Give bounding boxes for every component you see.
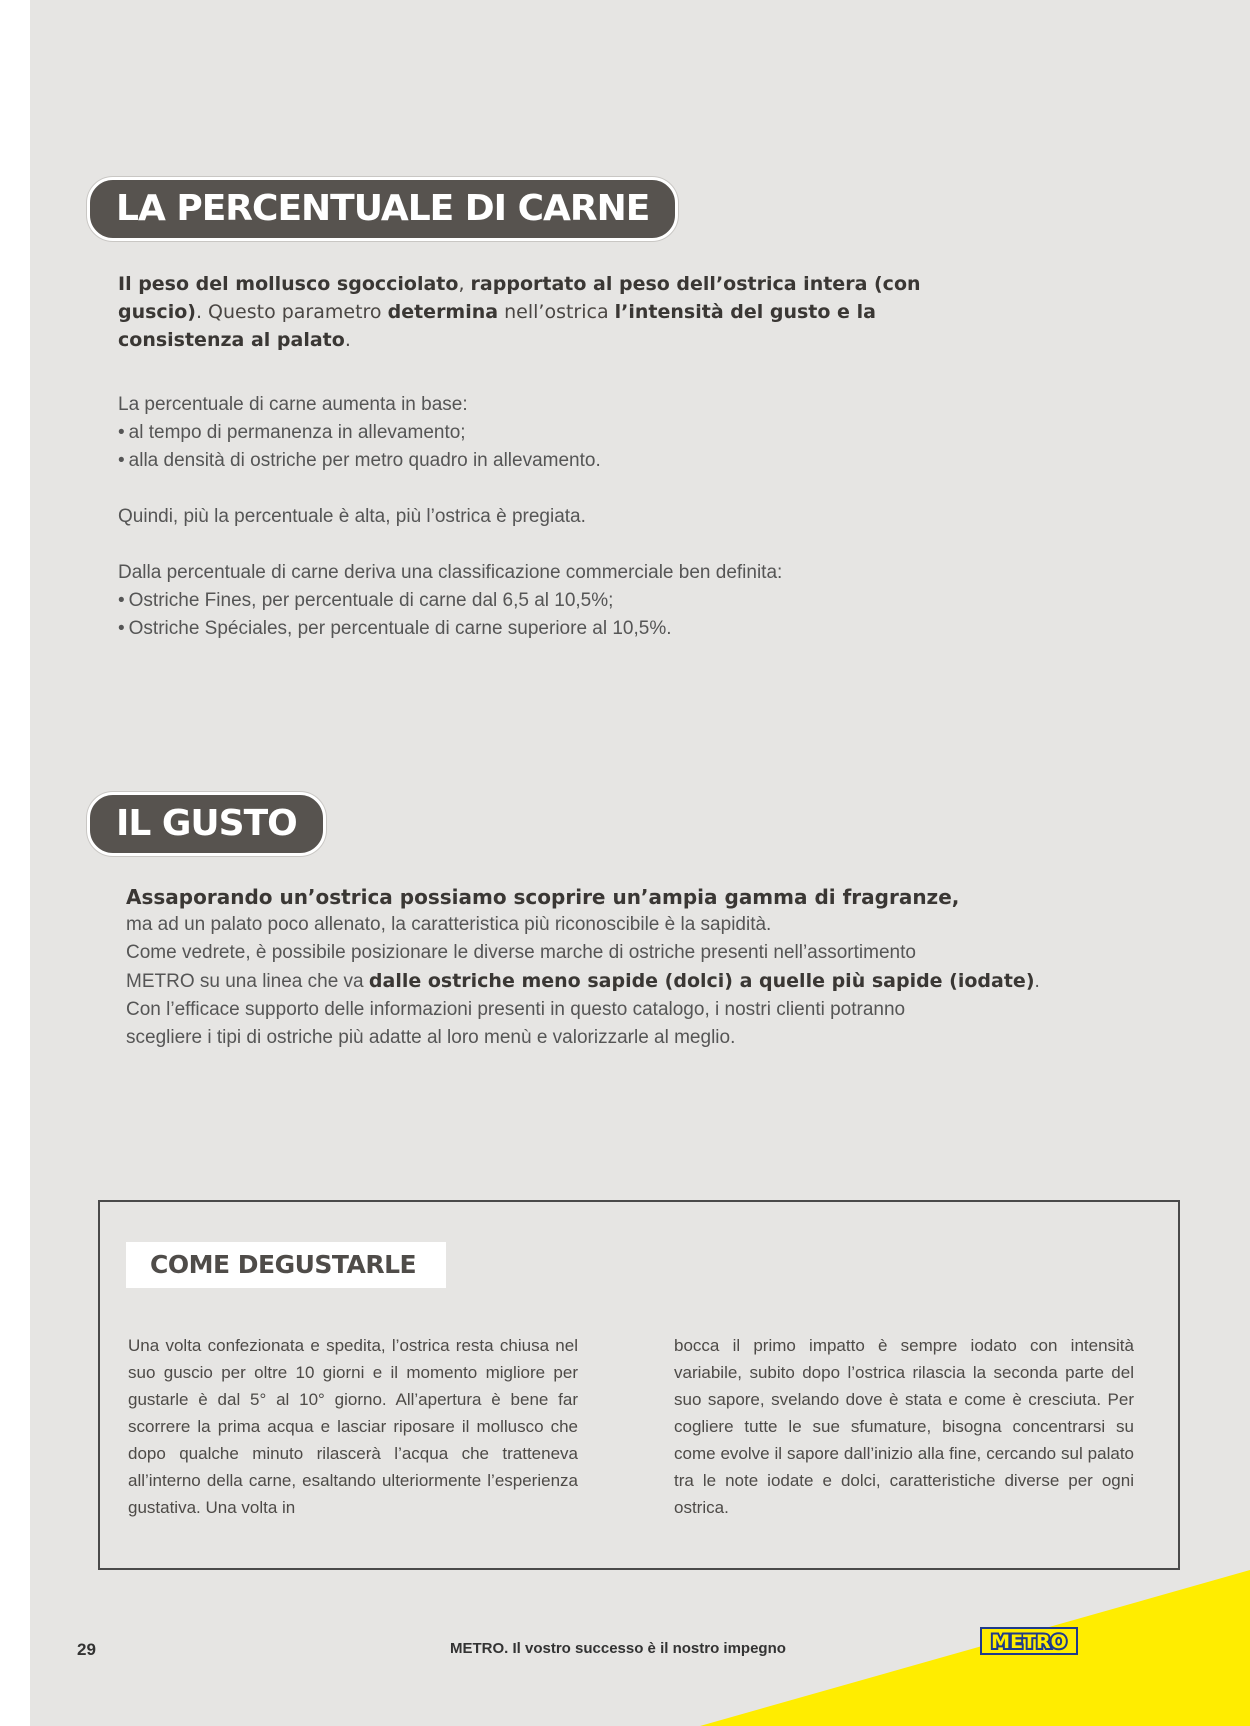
section2-lead: Assaporando un’ostrica possiamo scoprire un’ampia gamma di fragranze, <box>126 885 960 909</box>
section-title-meat-percentage: LA PERCENTUALE DI CARNE <box>87 177 678 241</box>
footer-slogan: METRO. Il vostro successo è il nostro impegno <box>450 1640 786 1657</box>
section1-lead: Il peso del mollusco sgocciolato, rapportato al peso dell’ostrica intera (con guscio). Questo parametro determina nell’ostrica l’intensità del gusto e la consistenza al palato. <box>118 273 921 351</box>
page-number: 29 <box>77 1640 96 1659</box>
taste-line: scegliere i tipi di ostriche più adatte al loro menù e valorizzarle al meglio. <box>126 1027 736 1048</box>
tasting-box <box>98 1200 1180 1570</box>
bullet-item: • al tempo di permanenza in allevamento; <box>118 419 1018 447</box>
taste-line: METRO su una linea che va dalle ostriche meno sapide (dolci) a quelle più sapide (iodate). <box>126 970 1040 992</box>
section-title-taste: IL GUSTO <box>87 792 326 856</box>
classification-item: • Ostriche Spéciales, per percentuale di carne superiore al 10,5%. <box>118 615 1018 643</box>
box-column-left: Una volta confezionata e spedita, l’ostrica resta chiusa nel suo guscio per oltre 10 giorni e il momento migliore per gustarle è dal 5° al 10° giorno. All’apertura è bene far scorrere la prima acqua e lasciar riposare il mollusco che dopo qualche minuto rilascerà l’acqua che tratteneva all’interno della carne, esaltando ulteriormente l’esperienza gustativa. Una volta in <box>128 1336 578 1517</box>
box-title: COME DEGUSTARLE <box>126 1242 446 1288</box>
intro-text: La percentuale di carne aumenta in base: <box>118 394 468 415</box>
catalog-page <box>30 0 1250 1726</box>
section2-body <box>126 883 1166 1052</box>
metro-logo-wordmark <box>984 1630 1074 1652</box>
taste-line: Con l’efficace supporto delle informazioni presenti in questo catalogo, i nostri clienti potranno <box>126 999 906 1020</box>
metro-logo <box>980 1627 1078 1655</box>
section1-body <box>118 391 1018 643</box>
bullet-item: • alla densità di ostriche per metro quadro in allevamento. <box>118 447 1018 475</box>
conclusion-text: Quindi, più la percentuale è alta, più l’ostrica è pregiata. <box>118 506 586 527</box>
box-column-right: bocca il primo impatto è sempre iodato con intensità variabile, subito dopo l’ostrica rilascia la seconda parte del suo sapore, svelando dove è stata e come è cresciuta. Per cogliere tutte le sue sfumature, bisogna concentrarsi su come evolve il sapore dall’inizio alla fine, cercando sul palato tra le note iodate e dolci, caratteristiche diverse per ogni ostrica. <box>674 1336 1134 1517</box>
svg-text:METRO: METRO <box>991 1631 1067 1652</box>
taste-line: Come vedrete, è possibile posizionare le diverse marche di ostriche presenti nell’assortimento <box>126 942 916 963</box>
classification-item: • Ostriche Fines, per percentuale di carne dal 6,5 al 10,5%; <box>118 587 1018 615</box>
taste-line: ma ad un palato poco allenato, la caratteristica più riconoscibile è la sapidità. <box>126 914 772 935</box>
classification-intro: Dalla percentuale di carne deriva una classificazione commerciale ben definita: <box>118 562 783 583</box>
